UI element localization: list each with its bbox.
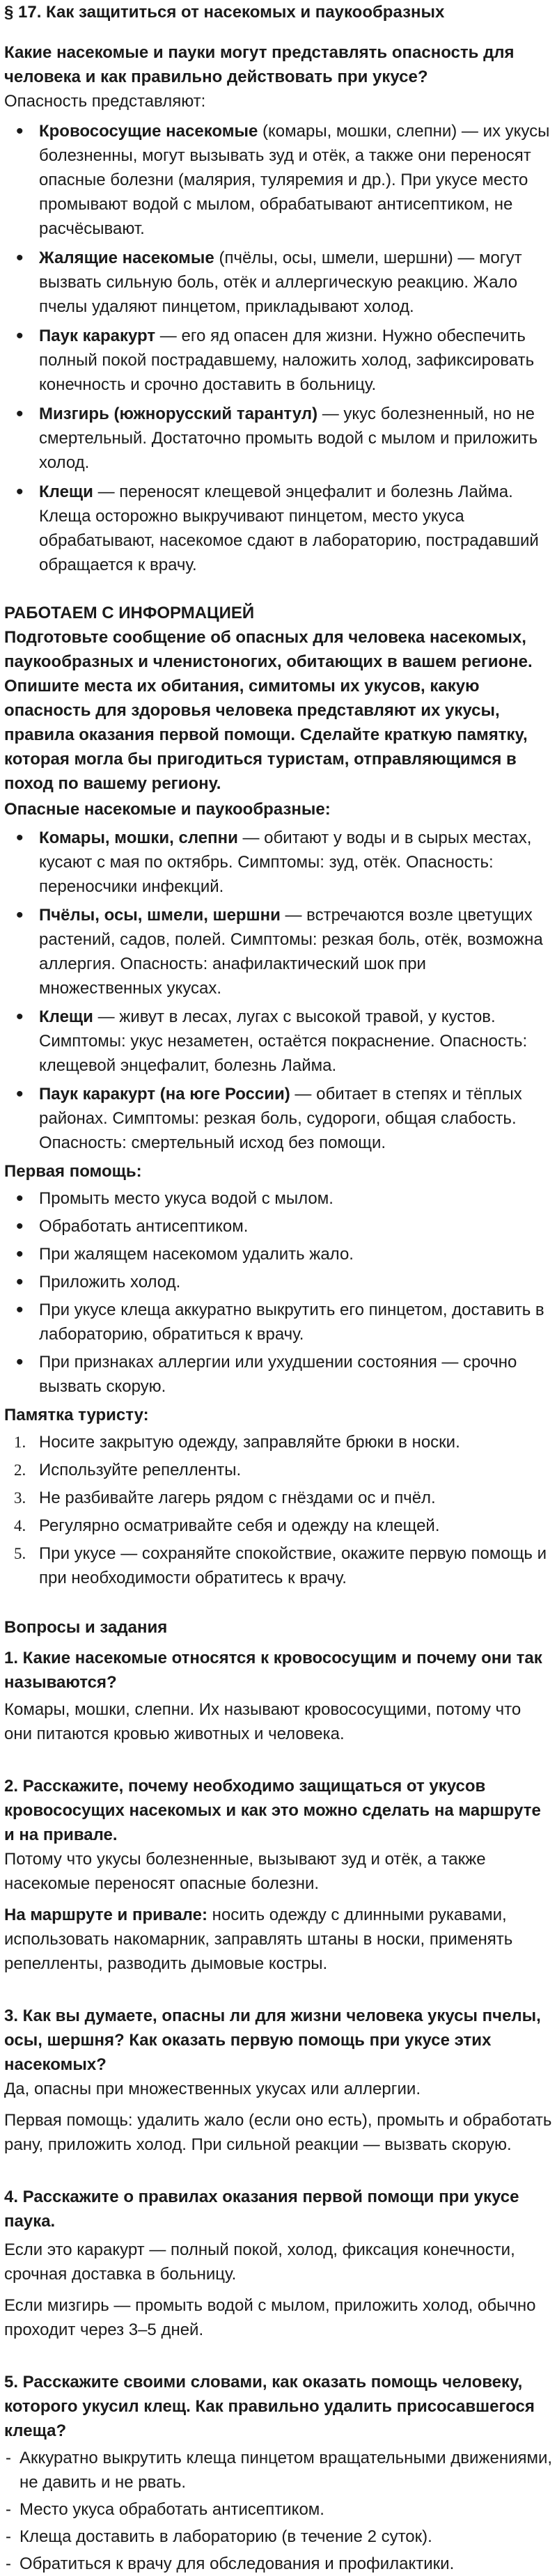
section-heading: РАБОТАЕМ С ИНФОРМАЦИЕЙ (4, 604, 255, 622)
item-text: Регулярно осматривайте себя и одежду на клещей. (39, 1516, 440, 1535)
question-text: 3. Как вы думаете, опасны ли для жизни человека укусы пчелы, осы, шершня? Как оказать первую помощь при укусе этих насекомых? (4, 2006, 541, 2074)
memo-list (4, 1430, 553, 1590)
item-term: Мизгирь (южнорусский тарантул) (39, 405, 318, 423)
answer-text (4, 1903, 553, 1976)
item-term: Клещи (39, 1007, 93, 1026)
question-block (4, 1646, 553, 1746)
answer-text: Если это каракурт — полный покой, холод, фиксация конечности, срочная доставка в больницу. (4, 2240, 515, 2284)
answer-text: Потому что укусы болезненные, вызывают зуд и отёк, а также насекомые переносят опасные болезни. (4, 1850, 486, 1893)
question-block (4, 2370, 553, 2576)
list-item (4, 1541, 553, 1590)
list-item: • При признаках аллергии или ухудшении состояния — срочно вызвать скорую. (4, 1350, 553, 1399)
item-text: — обитают у воды и в сырых местах, кусают с мая по октябрь. Симптомы: зуд, отёк. Опасность: переносчики инфекций. (39, 828, 532, 896)
list-item (4, 1082, 553, 1155)
list-item (4, 1458, 553, 1482)
item-text: — живут в лесах, лугах с высокой травой, у кустов. Симптомы: укус незаметен, остаётся покраснение. Опасность: клещевой энцефалит, болезнь Лайма. (39, 1007, 528, 1075)
list-item (4, 1005, 553, 1078)
memo-caption: Памятка туристу: (4, 1406, 149, 1424)
section-heading: Вопросы и задания (4, 1618, 168, 1637)
list-item: - Клеща доставить в лабораторию (в течение 2 суток). (4, 2524, 553, 2549)
question-text: 1. Какие насекомые относятся к кровососущим и почему они так называются? (4, 1649, 542, 1692)
item-number: 1. (14, 1434, 26, 1451)
item-number: 3. (14, 1489, 26, 1507)
item-text: При укусе — сохраняйте спокойствие, окажите первую помощь и при необходимости обратитесь к врачу. (39, 1544, 547, 1587)
danger-list (4, 119, 553, 577)
first-aid-list (4, 1186, 553, 1399)
list-item (4, 324, 553, 397)
item-text: — укус болезненный, но не смертельный. Достаточно промыть водой с мылом и приложить холод. (39, 405, 538, 472)
item-text: (пчёлы, осы, шмели, шершни) — могут вызвать сильную боль, отёк и аллергическую реакцию. Жало пчелы удаляют пинцетом, прикладывают холод. (39, 249, 522, 316)
list-item (4, 1430, 553, 1454)
item-term: Паук каракурт (39, 327, 156, 345)
item-text: — его яд опасен для жизни. Нужно обеспечить полный покой пострадавшему, наложить холод, зафиксировать конечность и срочно доставить в больницу. (39, 327, 535, 394)
list-item (4, 826, 553, 899)
work-section (4, 601, 553, 1590)
list-item (4, 480, 553, 577)
list-item: • При жалящем насекомом удалить жало. (4, 1242, 553, 1266)
list-item: • Обработать антисептиком. (4, 1214, 553, 1239)
list-item (4, 1486, 553, 1510)
item-text: Не разбивайте лагерь рядом с гнёздами ос и пчёл. (39, 1489, 436, 1507)
steps-list (4, 2446, 553, 2576)
question-block (4, 2185, 553, 2342)
answer-term: На маршруте и привале: (4, 1906, 207, 1924)
question-text: 2. Расскажите, почему необходимо защищаться от укусов кровососущих насекомых и как это можно сделать на маршруте и на привале. (4, 1777, 541, 1844)
answer-text: Да, опасны при множественных укусах или аллергии. (4, 2080, 421, 2098)
question-text: 4. Расскажите о правилах оказания первой помощи при укусе паука. (4, 2188, 519, 2231)
item-text: — встречаются возле цветущих растений, садов, полей. Симптомы: резкая боль, отёк, возможна аллергия. Опасность: анафилактический шок при множественных укусах. (39, 906, 543, 998)
list-item (4, 1514, 553, 1538)
answer-text: Комары, мошки, слепни. Их называют кровососущими, потому что они питаются кровью животных и человека. (4, 1700, 521, 1743)
list-item (4, 402, 553, 475)
question-text: 5. Расскажите своими словами, как оказать помощь человеку, которого укусил клещ. Как правильно удалить присосавшегося клеща? (4, 2373, 535, 2440)
qa-section (4, 1615, 553, 2576)
item-term: Клещи (39, 482, 93, 501)
item-text: Используйте репелленты. (39, 1461, 242, 1479)
item-text: (комары, мошки, слепни) — их укусы болезненны, могут вызывать зуд и отёк, а также они переносят опасные болезни (малярия, туляремия и др.). При укусе место промывают водой с мылом, обрабатывают антисептиком, не расчёсывают. (39, 122, 550, 238)
item-number: 2. (14, 1461, 26, 1479)
list-item: • При укусе клеща аккуратно выкрутить его пинцетом, доставить в лабораторию, обратиться к врачу. (4, 1298, 553, 1346)
list-item: - Аккуратно выкрутить клеща пинцетом вращательными движениями, не давить и не рвать. (4, 2446, 553, 2495)
question-block (4, 2004, 553, 2157)
task-text: Подготовьте сообщение об опасных для человека насекомых, паукообразных и членистоногих, обитающих в вашем регионе. Опишите места их обитания, симитомы их укусов, какую опасность для здоровья человека представляют их укусы, правила оказания первой помощи. Сделайте краткую памятку, которая могла бы пригодиться туристам, отправляющимся в поход по вашему региону. (4, 628, 533, 793)
list-item: - Место укуса обработать антисептиком. (4, 2497, 553, 2522)
intro-lead: Опасность представляют: (4, 92, 206, 111)
dangerous-caption: Опасные насекомые и паукообразные: (4, 800, 331, 819)
intro-section (4, 40, 553, 577)
list-item (4, 903, 553, 1000)
item-term: Жалящие насекомые (39, 249, 214, 267)
answer-text: Первая помощь: удалить жало (если оно есть), промыть и обработать рану, приложить холод. При сильной реакции — вызвать скорую. (4, 2111, 552, 2154)
item-term: Комары, мошки, слепни (39, 828, 238, 847)
item-term: Пчёлы, осы, шмели, шершни (39, 906, 281, 925)
question-block (4, 1774, 553, 1976)
list-item (4, 246, 553, 319)
item-term: Паук каракурт (на юге России) (39, 1085, 290, 1104)
item-number: 5. (14, 1545, 26, 1562)
item-text: — переносят клещевой энцефалит и болезнь Лайма. Клеща осторожно выкручивают пинцетом, место укуса обрабатывают, насекомое сдают в лабораторию, пострадавший обращается к врачу. (39, 482, 539, 574)
page-title: § 17. Как защититься от насекомых и паукообразных (4, 3, 445, 22)
list-item (4, 119, 553, 241)
item-number: 4. (14, 1517, 26, 1534)
item-text: Носите закрытую одежду, заправляйте брюки в носки. (39, 1433, 460, 1452)
answer-term-text: носить одежду с длинными рукавами, использовать накомарник, заправлять штаны в носки, применять репелленты, разводить дымовые костры. (4, 1906, 513, 1973)
list-item: • Приложить холод. (4, 1270, 553, 1294)
intro-question: Какие насекомые и пауки могут представлять опасность для человека и как правильно действовать при укусе? (4, 43, 515, 86)
answer-text: Если мизгирь — промыть водой с мылом, приложить холод, обычно проходит через 3–5 дней. (4, 2296, 536, 2339)
item-term: Кровососущие насекомые (39, 122, 258, 141)
dangerous-list (4, 826, 553, 1155)
list-item: - Обратиться к врачу для обследования и профилактики. (4, 2552, 553, 2576)
list-item: • Промыть место укуса водой с мылом. (4, 1186, 553, 1211)
item-text: — обитает в степях и тёплых районах. Симптомы: резкая боль, судороги, общая слабость. Опасность: смертельный исход без помощи. (39, 1085, 522, 1152)
first-aid-caption: Первая помощь: (4, 1162, 142, 1181)
